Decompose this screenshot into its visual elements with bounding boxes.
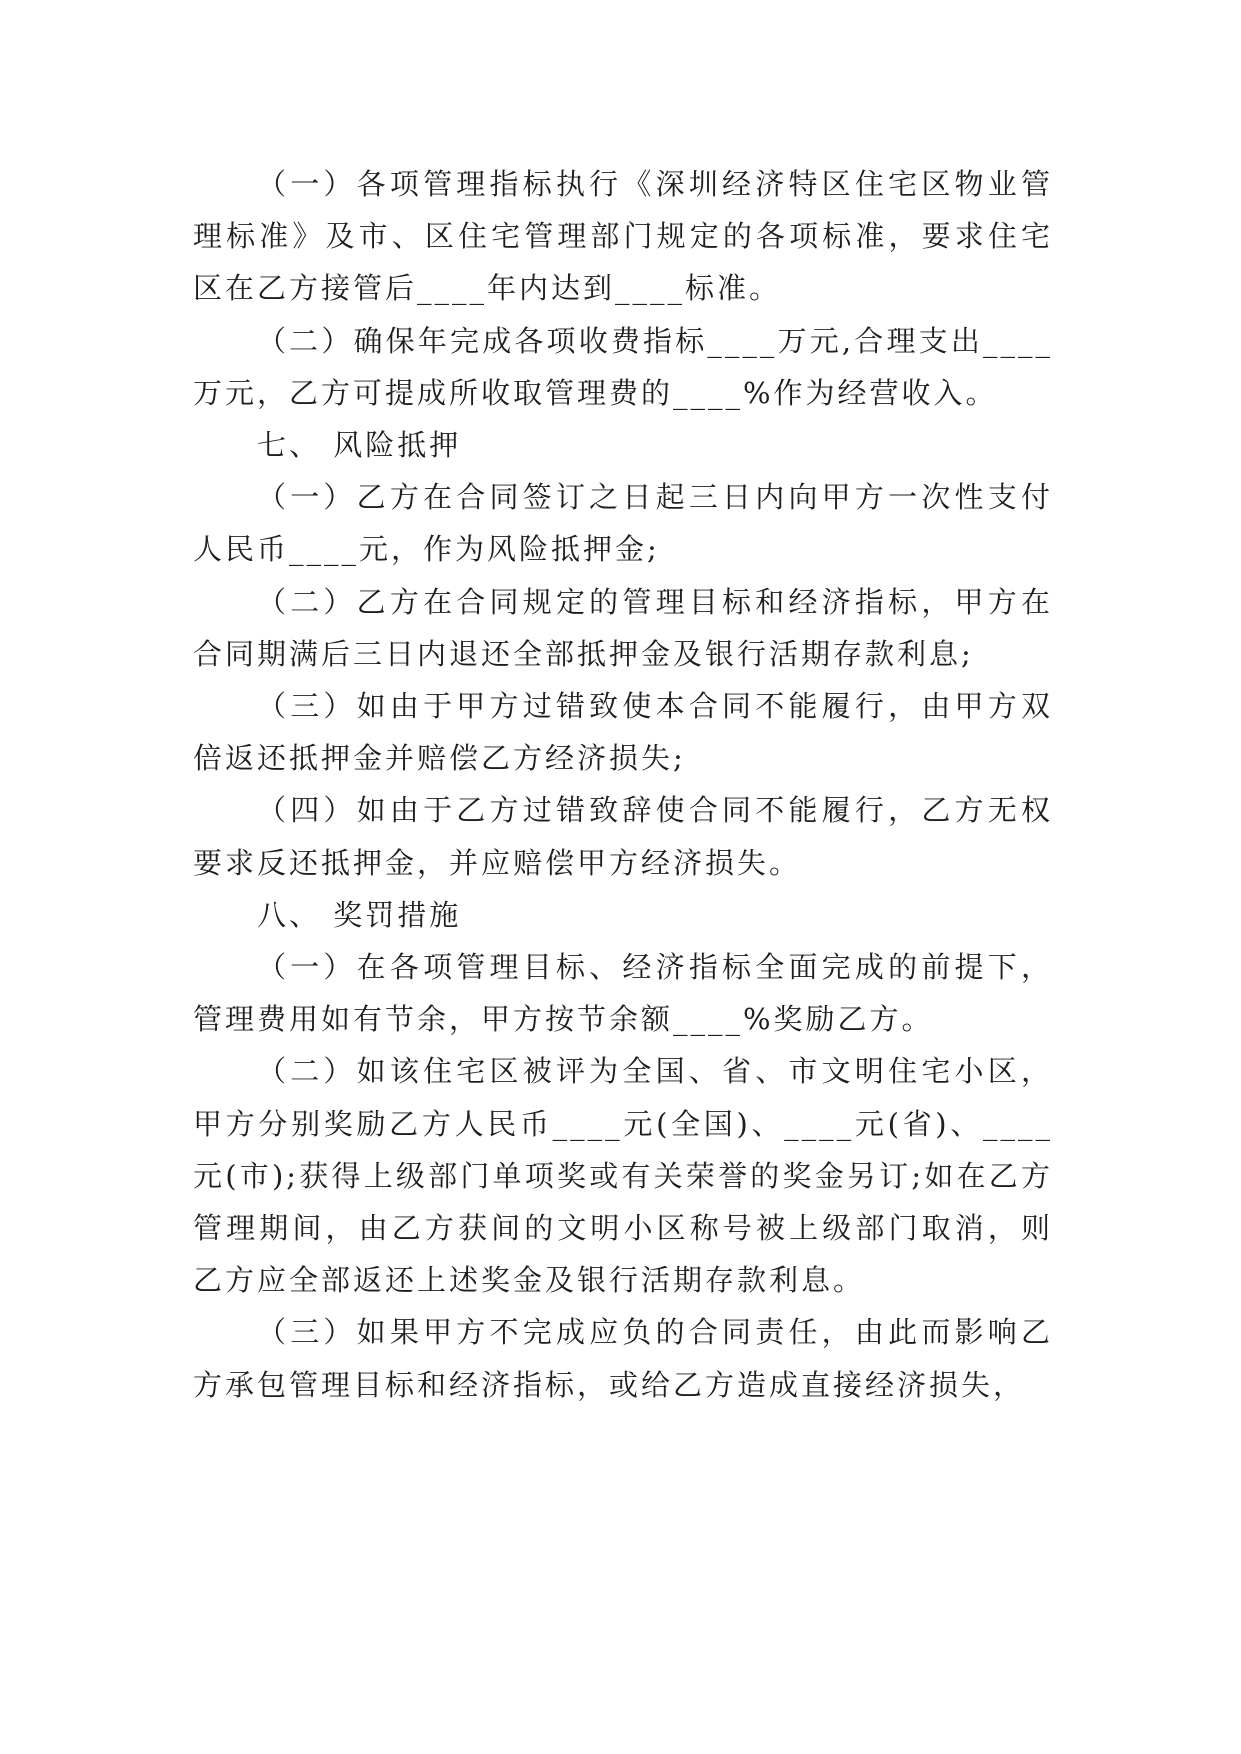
paragraph-8-3: （三）如果甲方不完成应负的合同责任，由此而影响乙方承包管理目标和经济指标，或给乙方造成直接经济损失，	[193, 1315, 1053, 1402]
paragraph-8-1: （一）在各项管理目标、经济指标全面完成的前提下，管理费用如有节余，甲方按节余额____%奖励乙方。	[193, 950, 1053, 1037]
document-body	[193, 158, 1053, 1411]
paragraph-7-2: （二）乙方在合同规定的管理目标和经济指标，甲方在合同期满后三日内退还全部抵押金及银行活期存款利息;	[193, 584, 1053, 671]
paragraph-7-4: （四）如由于乙方过错致辞使合同不能履行，乙方无权要求反还抵押金，并应赔偿甲方经济损失。	[193, 793, 1053, 880]
paragraph-6-2: （二）确保年完成各项收费指标____万元,合理支出____万元，乙方可提成所收取管理费的____%作为经营收入。	[193, 323, 1053, 410]
paragraph-7-1: （一）乙方在合同签订之日起三日内向甲方一次性支付人民币____元，作为风险抵押金;	[193, 480, 1053, 567]
section-heading-7: 七、 风险抵押	[257, 428, 462, 463]
paragraph-8-2: （二）如该住宅区被评为全国、省、市文明住宅小区，甲方分别奖励乙方人民币____元(全国)、____元(省)、____元(市);获得上级部门单项奖或有关荣誉的奖金另订;如在乙方管理期间，由乙方获间的文明小区称号被上级部门取消，则乙方应全部返还上述奖金及银行活期存款利息。	[193, 1054, 1053, 1298]
section-heading-8: 八、 奖罚措施	[257, 897, 462, 932]
paragraph-6-1: （一）各项管理指标执行《深圳经济特区住宅区物业管理标准》及市、区住宅管理部门规定的各项标准，要求住宅区在乙方接管后____年内达到____标准。	[193, 167, 1053, 306]
paragraph-7-3: （三）如由于甲方过错致使本合同不能履行，由甲方双倍返还抵押金并赔偿乙方经济损失;	[193, 689, 1053, 776]
